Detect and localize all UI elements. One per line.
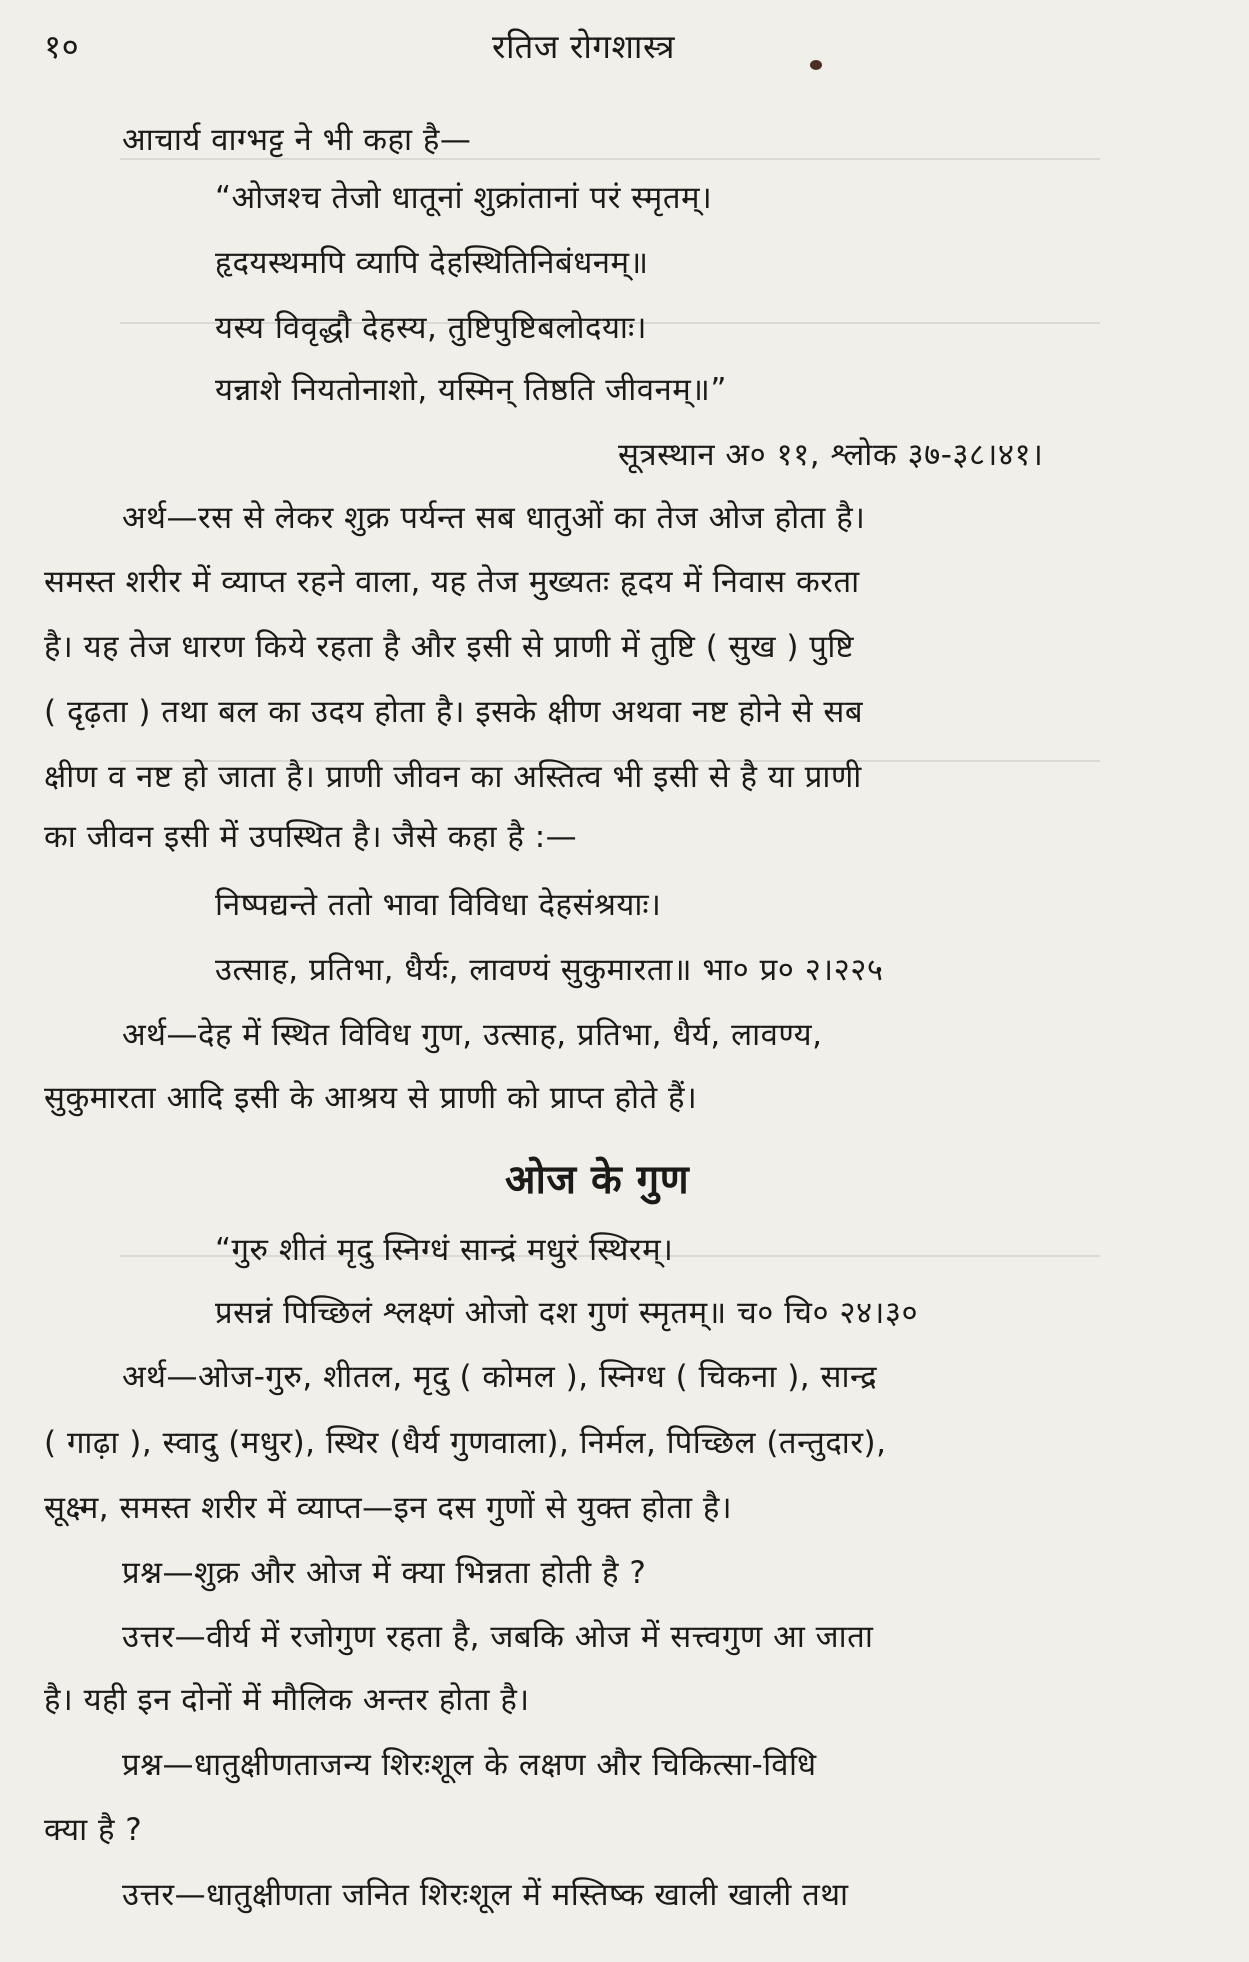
- intro-line: आचार्य वाग्भट्ट ने भी कहा है—: [122, 122, 472, 158]
- section-heading: ओज के गुण: [505, 1157, 690, 1203]
- meaning-line: सुकुमारता आदि इसी के आश्रय से प्राणी को प्राप्त होते हैं।: [44, 1080, 698, 1116]
- verse-line: “गुरु शीतं मृदु स्निग्धं सान्द्रं मधुरं स्थिरम्।: [215, 1232, 674, 1268]
- answer-line: उत्तर—वीर्य में रजोगुण रहता है, जबकि ओज में सत्त्वगुण आ जाता: [122, 1619, 874, 1655]
- question-line: प्रश्न—शुक्र और ओज में क्या भिन्नता होती है ?: [122, 1555, 647, 1591]
- meaning-line: क्षीण व नष्ट हो जाता है। प्राणी जीवन का अस्तित्व भी इसी से है या प्राणी: [44, 759, 862, 795]
- verse-reference: सूत्रस्थान अ० ११, श्लोक ३७-३८।४१।: [618, 437, 1044, 473]
- ink-spot: [810, 60, 822, 70]
- meaning-line: ( गाढ़ा ), स्वादु (मधुर), स्थिर (धैर्य गुणवाला), निर्मल, पिच्छिल (तन्तुदार),: [44, 1425, 887, 1461]
- verse-line: यस्य विवृद्धौ देहस्य, तुष्टिपुष्टिबलोदयाः।: [215, 310, 647, 346]
- running-title: रतिज रोगशास्त्र: [492, 27, 675, 66]
- answer-line: उत्तर—धातुक्षीणता जनित शिरःशूल में मस्तिष्क खाली खाली तथा: [122, 1877, 849, 1913]
- verse-line: “ओजश्च तेजो धातूनां शुक्रांतानां परं स्मृतम्।: [215, 180, 713, 216]
- meaning-line: समस्त शरीर में व्याप्त रहने वाला, यह तेज मुख्यतः हृदय में निवास करता: [44, 564, 860, 600]
- verse-line: निष्पद्यन्ते ततो भावा विविधा देहसंश्रयाः।: [215, 887, 662, 923]
- meaning-line: है। यह तेज धारण किये रहता है और इसी से प्राणी में तुष्टि ( सुख ) पुष्टि: [44, 629, 855, 665]
- verse-line: उत्साह, प्रतिभा, धैर्यः, लावण्यं सुकुमारता॥ भा० प्र० २।२२५: [215, 952, 884, 988]
- answer-line: है। यही इन दोनों में मौलिक अन्तर होता है।: [44, 1682, 530, 1718]
- meaning-line: अर्थ—देह में स्थित विविध गुण, उत्साह, प्रतिभा, धैर्य, लावण्य,: [122, 1017, 823, 1053]
- verse-line: यन्नाशे नियतोनाशो, यस्मिन् तिष्ठति जीवनम्॥”: [215, 372, 727, 408]
- meaning-line: अर्थ—ओज-गुरु, शीतल, मृदु ( कोमल ), स्निग्ध ( चिकना ), सान्द्र: [122, 1359, 878, 1395]
- verse-line: हृदयस्थमपि व्यापि देहस्थितिनिबंधनम्॥: [215, 245, 649, 281]
- meaning-line: का जीवन इसी में उपस्थित है। जैसे कहा है :—: [44, 819, 578, 855]
- question-line: प्रश्न—धातुक्षीणताजन्य शिरःशूल के लक्षण और चिकित्सा-विधि: [122, 1747, 817, 1783]
- meaning-line: अर्थ—रस से लेकर शुक्र पर्यन्त सब धातुओं का तेज ओज होता है।: [122, 500, 866, 536]
- page-number: १०: [44, 27, 80, 66]
- question-line: क्या है ?: [44, 1812, 143, 1848]
- meaning-line: सूक्ष्म, समस्त शरीर में व्याप्त—इन दस गुणों से युक्त होता है।: [44, 1490, 733, 1526]
- bleed-through-line: [120, 158, 1100, 160]
- meaning-line: ( दृढ़ता ) तथा बल का उदय होता है। इसके क्षीण अथवा नष्ट होने से सब: [44, 694, 864, 730]
- verse-line: प्रसन्नं पिच्छिलं श्लक्ष्णं ओजो दश गुणं स्मृतम्॥ च० चि० २४।३०: [215, 1295, 919, 1331]
